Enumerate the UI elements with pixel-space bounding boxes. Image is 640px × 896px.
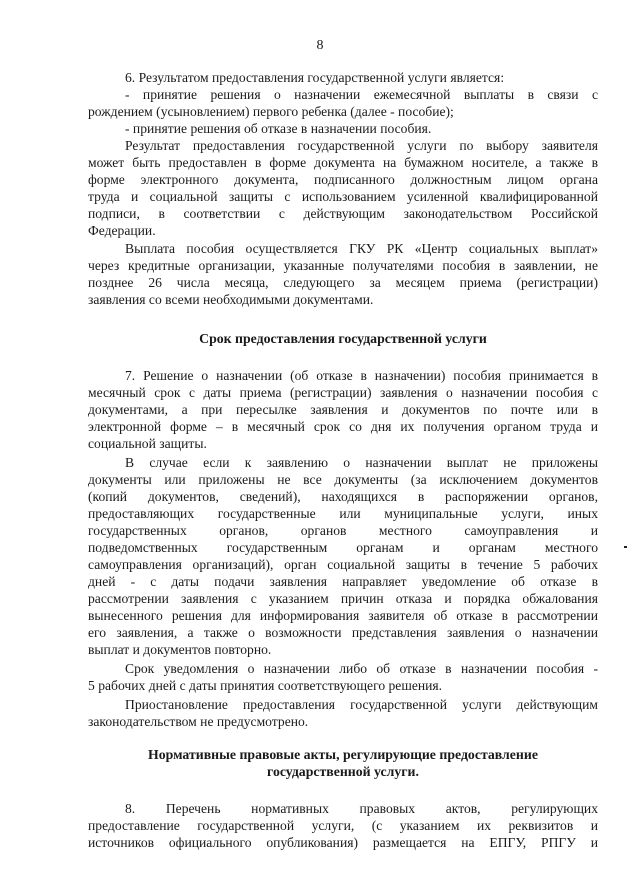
case-line4: предоставляющих государственные или муниципальные услуги, иных	[88, 506, 598, 521]
case-line2: документы или приложены не все документы (за исключением документов	[88, 472, 598, 487]
suspend-line2: законодательством не предусмотрено.	[88, 714, 309, 729]
para7-line5: социальной защиты.	[88, 436, 207, 451]
payment-line3: позднее 26 числа месяца, следующего за месяцем приема (регистрации)	[88, 275, 598, 290]
para7-line1: 7. Решение о назначении (об отказе в назначении) пособия принимается в	[125, 368, 598, 383]
case-line1: В случае если к заявлению о назначении выплат не приложены	[125, 455, 598, 470]
case-line7: самоуправления организаций), орган социальной защиты в течение 5 рабочих	[88, 557, 598, 572]
para7-line2: месячный срок с даты приема (регистрации) заявления о назначении пособия с	[88, 385, 598, 400]
result-line2: может быть предоставлен в форме документа на бумажном носителе, а также в	[88, 155, 598, 170]
heading-acts-line2: государственной услуги.	[267, 764, 419, 779]
heading-term: Срок предоставления государственной услуги	[199, 331, 487, 346]
payment-line4: заявления со всеми необходимыми документами.	[88, 292, 374, 307]
para7-line4: электронной форме – в месячный срок со дня их получения органом труда и	[88, 419, 598, 434]
case-line8: дней - с даты подачи заявления направляет уведомление об отказе в	[88, 574, 598, 589]
para6-intro: 6. Результатом предоставления государственной услуги является:	[125, 70, 505, 85]
payment-line1: Выплата пособия осуществляется ГКУ РК «Центр социальных выплат»	[125, 241, 598, 256]
result-line1: Результат предоставления государственной услуги по выбору заявителя	[125, 138, 598, 153]
para8-line3: источников официального опубликования) размещается на ЕПГУ, РПГУ и	[88, 835, 598, 850]
para6-item2: - принятие решения об отказе в назначении пособия.	[125, 121, 432, 136]
margin-mark	[624, 546, 627, 548]
case-line11: его заявления, а также о возможности представления заявления о назначении	[88, 625, 598, 640]
notice-line1: Срок уведомления о назначении либо об отказе в назначении пособия -	[125, 661, 598, 676]
para8-line2: предоставление государственной услуги, (с указанием их реквизитов и	[88, 818, 598, 833]
case-line12: выплат и документов повторно.	[88, 642, 272, 657]
result-line5: подписи, в соответствии с действующим законодательством Российской	[88, 206, 598, 221]
payment-line2: через кредитные организации, указанные получателями пособия в заявлении, не	[88, 258, 598, 273]
result-line3: форме электронного документа, подписанного должностным лицом органа	[88, 172, 598, 187]
page-number: 8	[316, 38, 324, 53]
para8-line1: 8. Перечень нормативных правовых актов, регулирующих	[125, 801, 598, 816]
result-line4: труда и социальной защиты с использованием усиленной квалифицированной	[88, 189, 598, 204]
para6-item1-line2: рождением (усыновлением) первого ребенка (далее - пособие);	[88, 104, 454, 119]
case-line6: подведомственных государственным органам и органам местного	[88, 540, 598, 555]
heading-acts-line1: Нормативные правовые акты, регулирующие предоставление	[148, 747, 538, 762]
case-line9: рассмотрении заявления с указанием причин отказа и порядка обжалования	[88, 591, 598, 606]
suspend-line1: Приостановление предоставления государственной услуги действующим	[125, 697, 598, 712]
case-line3: (копий документов, сведений), находящихся в распоряжении органов,	[88, 489, 598, 504]
para7-line3: документами, а при пересылке заявления и документов по почте или в	[88, 402, 598, 417]
result-line6: Федерации.	[88, 223, 156, 238]
notice-line2: 5 рабочих дней с даты принятия соответствующего решения.	[88, 678, 443, 693]
case-line10: вынесенного решения для информирования заявителя об отказе в рассмотрении	[88, 608, 598, 623]
case-line5: государственных органов, органов местного самоуправления и	[88, 523, 598, 538]
para6-item1-line1: - принятие решения о назначении ежемесячной выплаты в связи с	[125, 87, 598, 102]
